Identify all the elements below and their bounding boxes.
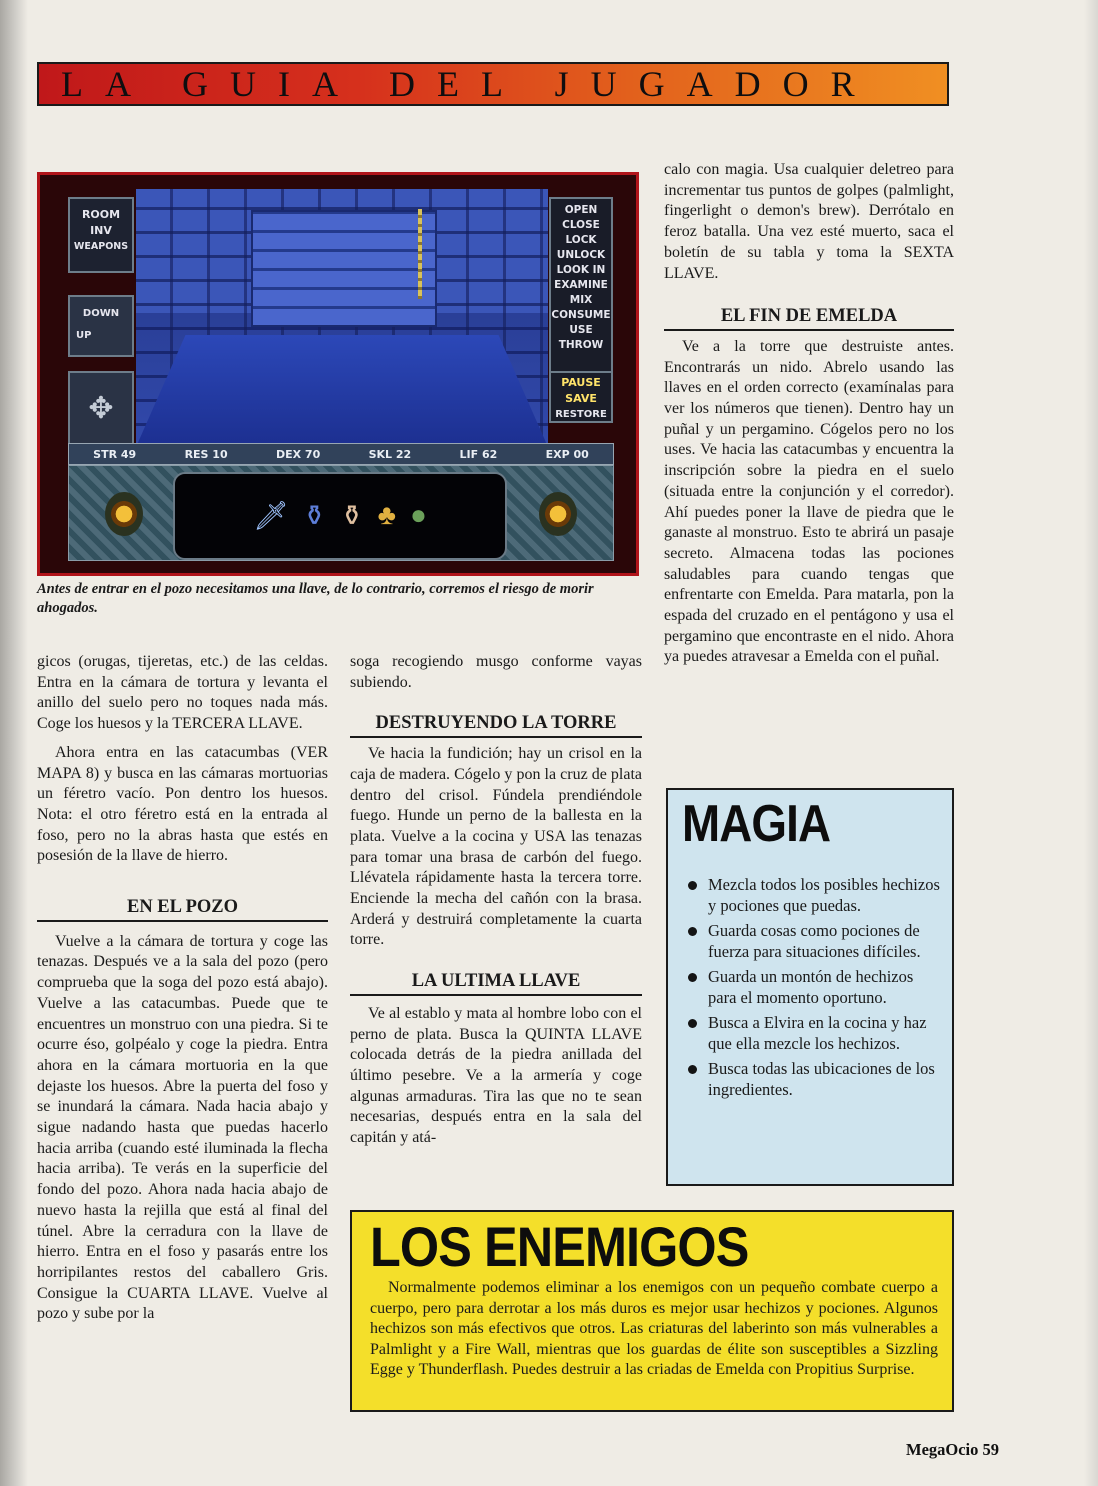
enemigos-box	[350, 1210, 954, 1412]
menu-close: CLOSE	[562, 219, 600, 231]
down-label: DOWN	[82, 308, 120, 319]
heading-el-fin-de-emelda: EL FIN DE EMELDA	[664, 306, 954, 331]
menu-weapons: WEAPONS	[73, 241, 129, 252]
col1-paragraph-2: Ahora entra en las catacumbas (VER MAPA 8) y busca en las cámaras mortuorias un féretro vacío. Pon dentro los huesos. Nota: el otro féretro está en la entrada al foso, pero no la abras hasta que estés en posesión de la llave de hierro.	[37, 743, 328, 865]
page-folio: MegaOcio 59	[906, 1440, 1000, 1459]
magia-item: Guarda un montón de hechizos para el momento oportuno.	[686, 966, 940, 1008]
screenshot-caption: Antes de entrar en el pozo necesitamos una llave, de lo contrario, corremos el riesgo de morir ahogados.	[37, 581, 594, 616]
left-menu	[68, 197, 134, 273]
stat-skl: SKL 22	[368, 447, 412, 461]
menu-room: ROOM	[81, 208, 121, 221]
menu-lock: LOCK	[565, 234, 597, 246]
page-edge-shadow	[1084, 0, 1098, 1486]
enemigos-title: LOS ENEMIGOS	[370, 1215, 749, 1278]
banner-title: LA GUIA DEL JUGADOR	[61, 64, 877, 104]
col3-paragraph-1: calo con magia. Usa cualquier deletreo para incrementar tus puntos de golpes (palmlight, fingerlight o demon's brew). Derrótalo en feroz batalla. Una vez esté muerto, saca el boletín de su tabla y toma la SEXTA LLAVE.	[664, 161, 954, 282]
eye-left-icon	[105, 492, 143, 536]
col2-paragraph-3: Ve al establo y mata al hombre lobo con el perno de plata. Busca la QUINTA LLAVE colocada detrás de la piedra anillada del último pesebre. Ve a la armería y coge algunas armaduras. Tira las que no te sean necesarias, después entra en la sala del capitán y atá-	[350, 1004, 642, 1147]
heading-destruyendo-la-torre: DESTRUYENDO LA TORRE	[350, 713, 642, 738]
dungeon-view	[136, 189, 548, 447]
magia-title: MAGIA	[682, 795, 831, 853]
well-rope	[418, 209, 422, 299]
action-menu	[549, 197, 613, 397]
menu-restore: RESTORE	[555, 409, 607, 420]
stat-lif: LIF 62	[459, 447, 498, 461]
dungeon-floor	[136, 335, 548, 447]
updown-control	[68, 295, 134, 357]
col2-paragraph-1: soga recogiendo musgo conforme vayas subiendo.	[350, 653, 642, 691]
menu-open: OPEN	[564, 204, 598, 216]
heading-la-ultima-llave: LA ULTIMA LLAVE	[350, 971, 642, 996]
magia-item: Busca todas las ubicaciones de los ingredientes.	[686, 1058, 940, 1100]
game-screenshot	[37, 172, 639, 576]
magia-list	[686, 874, 940, 1104]
menu-throw: THROW	[558, 339, 604, 351]
column-2	[350, 652, 642, 1149]
col1-paragraph-3: Vuelve a la cámara de tortura y coge las tenazas. Después ve a la sala del pozo (pero comprueba que la soga del pozo está abajo). Vuelve a las catacumbas. Puede que te encuentres un monstruo con una piedra. Si te ocurre éso, golpéalo y coge la piedra. Entra ahora en la cámara mortuoria en la que dejaste los huesos. Abre la puerta del foso y se inundará la cámara. Nada hacia abajo y sigue nadando hasta que puedas hacerlo hacia arriba (cuando esté iluminada la flecha hacia arriba). Te verás en la superficie del fondo del pozo. Ahora nada hacia abajo de nuevo hasta la rejilla que está al final del túnel. Abre la cerradura con la llave de hierro. Entra en el foso y pasarás entre los horripilantes restos del caballero Gris. Consigue la CUARTA LLAVE. Vuelve al pozo y sube por la	[37, 932, 328, 1323]
menu-examine: EXAMINE	[554, 279, 608, 291]
system-menu	[549, 371, 613, 423]
col3-paragraph-2: Ve a la torre que destruiste antes. Encontrarás un nido. Abrelo usando las llaves en el orden correcto (examínalas para ver los números que tienen). Dentro hay un puñal y un pergamino. Cógelos pero no los uses. Ve hacia las catacumbas y encuentra la inscripción sobre la piedra en el suelo (situada entre la conjunción y el corredor). Ahí puedes poner la llave de piedra que le ganaste al monstruo. Esto te abrirá un pasaje secreto. Almacena todas las pociones saludables para cuando tengas que enfrentarte con Emelda. Para matarla, pon la espada del cruzado en el pentágono y usa el pergamino que encontraste en el nido. Ahora ya puedes atravesar a Emelda con el puñal.	[664, 337, 954, 666]
inventory-panel	[68, 465, 614, 561]
inventory-slots	[173, 472, 507, 560]
menu-pause: PAUSE	[561, 376, 601, 389]
magia-item: Guarda cosas como pociones de fuerza para situaciones difíciles.	[686, 920, 940, 962]
menu-inv: INV	[90, 224, 112, 237]
stat-str: STR 49	[93, 447, 137, 461]
menu-unlock: UNLOCK	[556, 249, 606, 261]
page-gutter-shadow	[0, 0, 28, 1486]
section-banner	[37, 62, 949, 106]
stat-res: RES 10	[184, 447, 228, 461]
stat-exp: EXP 00	[545, 447, 589, 461]
menu-consume: CONSUME	[551, 309, 611, 321]
menu-look-in: LOOK IN	[556, 264, 606, 276]
menu-save: SAVE	[565, 392, 597, 405]
magia-item: Busca a Elvira en la cocina y haz que ella mezcle los hechizos.	[686, 1012, 940, 1054]
col2-paragraph-2: Ve hacia la fundición; hay un crisol en la caja de madera. Cógelo y pon la cruz de plata dentro del crisol. Fúndela prendiéndole fuego. Hunde un perno de la ballesta en la plata. Vuelve a la cocina y USA las tenazas para tomar una brasa de carbón del fuego. Llévatela rápidamente hasta la tercera torre. Enciende la mecha del cañón con la brasa. Arderá y destruirá completamente la cuarta torre.	[350, 745, 642, 949]
column-1	[37, 652, 328, 1325]
magia-item: Mezcla todos los posibles hechizos y pociones que puedas.	[686, 874, 940, 916]
menu-mix: MIX	[569, 294, 593, 306]
dagger-icon: 🗡	[253, 501, 289, 532]
enemigos-body: Normalmente podemos eliminar a los enemigos con un pequeño combate cuerpo a cuerpo, pero para derrotar a los más duros es mejor usar hechizos y pociones. Algunos hechizos son más efectivos que otros. Las criaturas del laberinto son más vulnerables a Palmlight y a Fire Wall, mientras que los guardas de élite son susceptibles a Sizzling Egge y Thunderflash. Puedes destruir a las criadas de Emelda con Propitius Surprise.	[370, 1279, 938, 1379]
gold-crystals-icon: ♣	[377, 500, 396, 531]
magia-box	[666, 788, 954, 1186]
column-3	[664, 160, 954, 668]
menu-use: USE	[569, 324, 593, 336]
up-label: UP	[76, 330, 92, 341]
bag-icon: ●	[409, 500, 427, 531]
stat-dex: DEX 70	[275, 447, 321, 461]
potion-red-icon: ⚱	[340, 501, 364, 532]
movement-arrows-icon: ✥	[68, 371, 134, 445]
stats-bar	[68, 443, 614, 465]
eye-right-icon	[539, 492, 577, 536]
col1-paragraph-1: gicos (orugas, tijeretas, etc.) de las celdas. Entra en la cámara de tortura y levanta el anillo del suelo pero no toques nada más. Coge los huesos y la TERCERA LLAVE.	[37, 653, 328, 733]
potion-blue-icon: ⚱	[302, 501, 327, 532]
heading-en-el-pozo: EN EL POZO	[37, 897, 328, 922]
dungeon-back-wall	[251, 210, 436, 328]
